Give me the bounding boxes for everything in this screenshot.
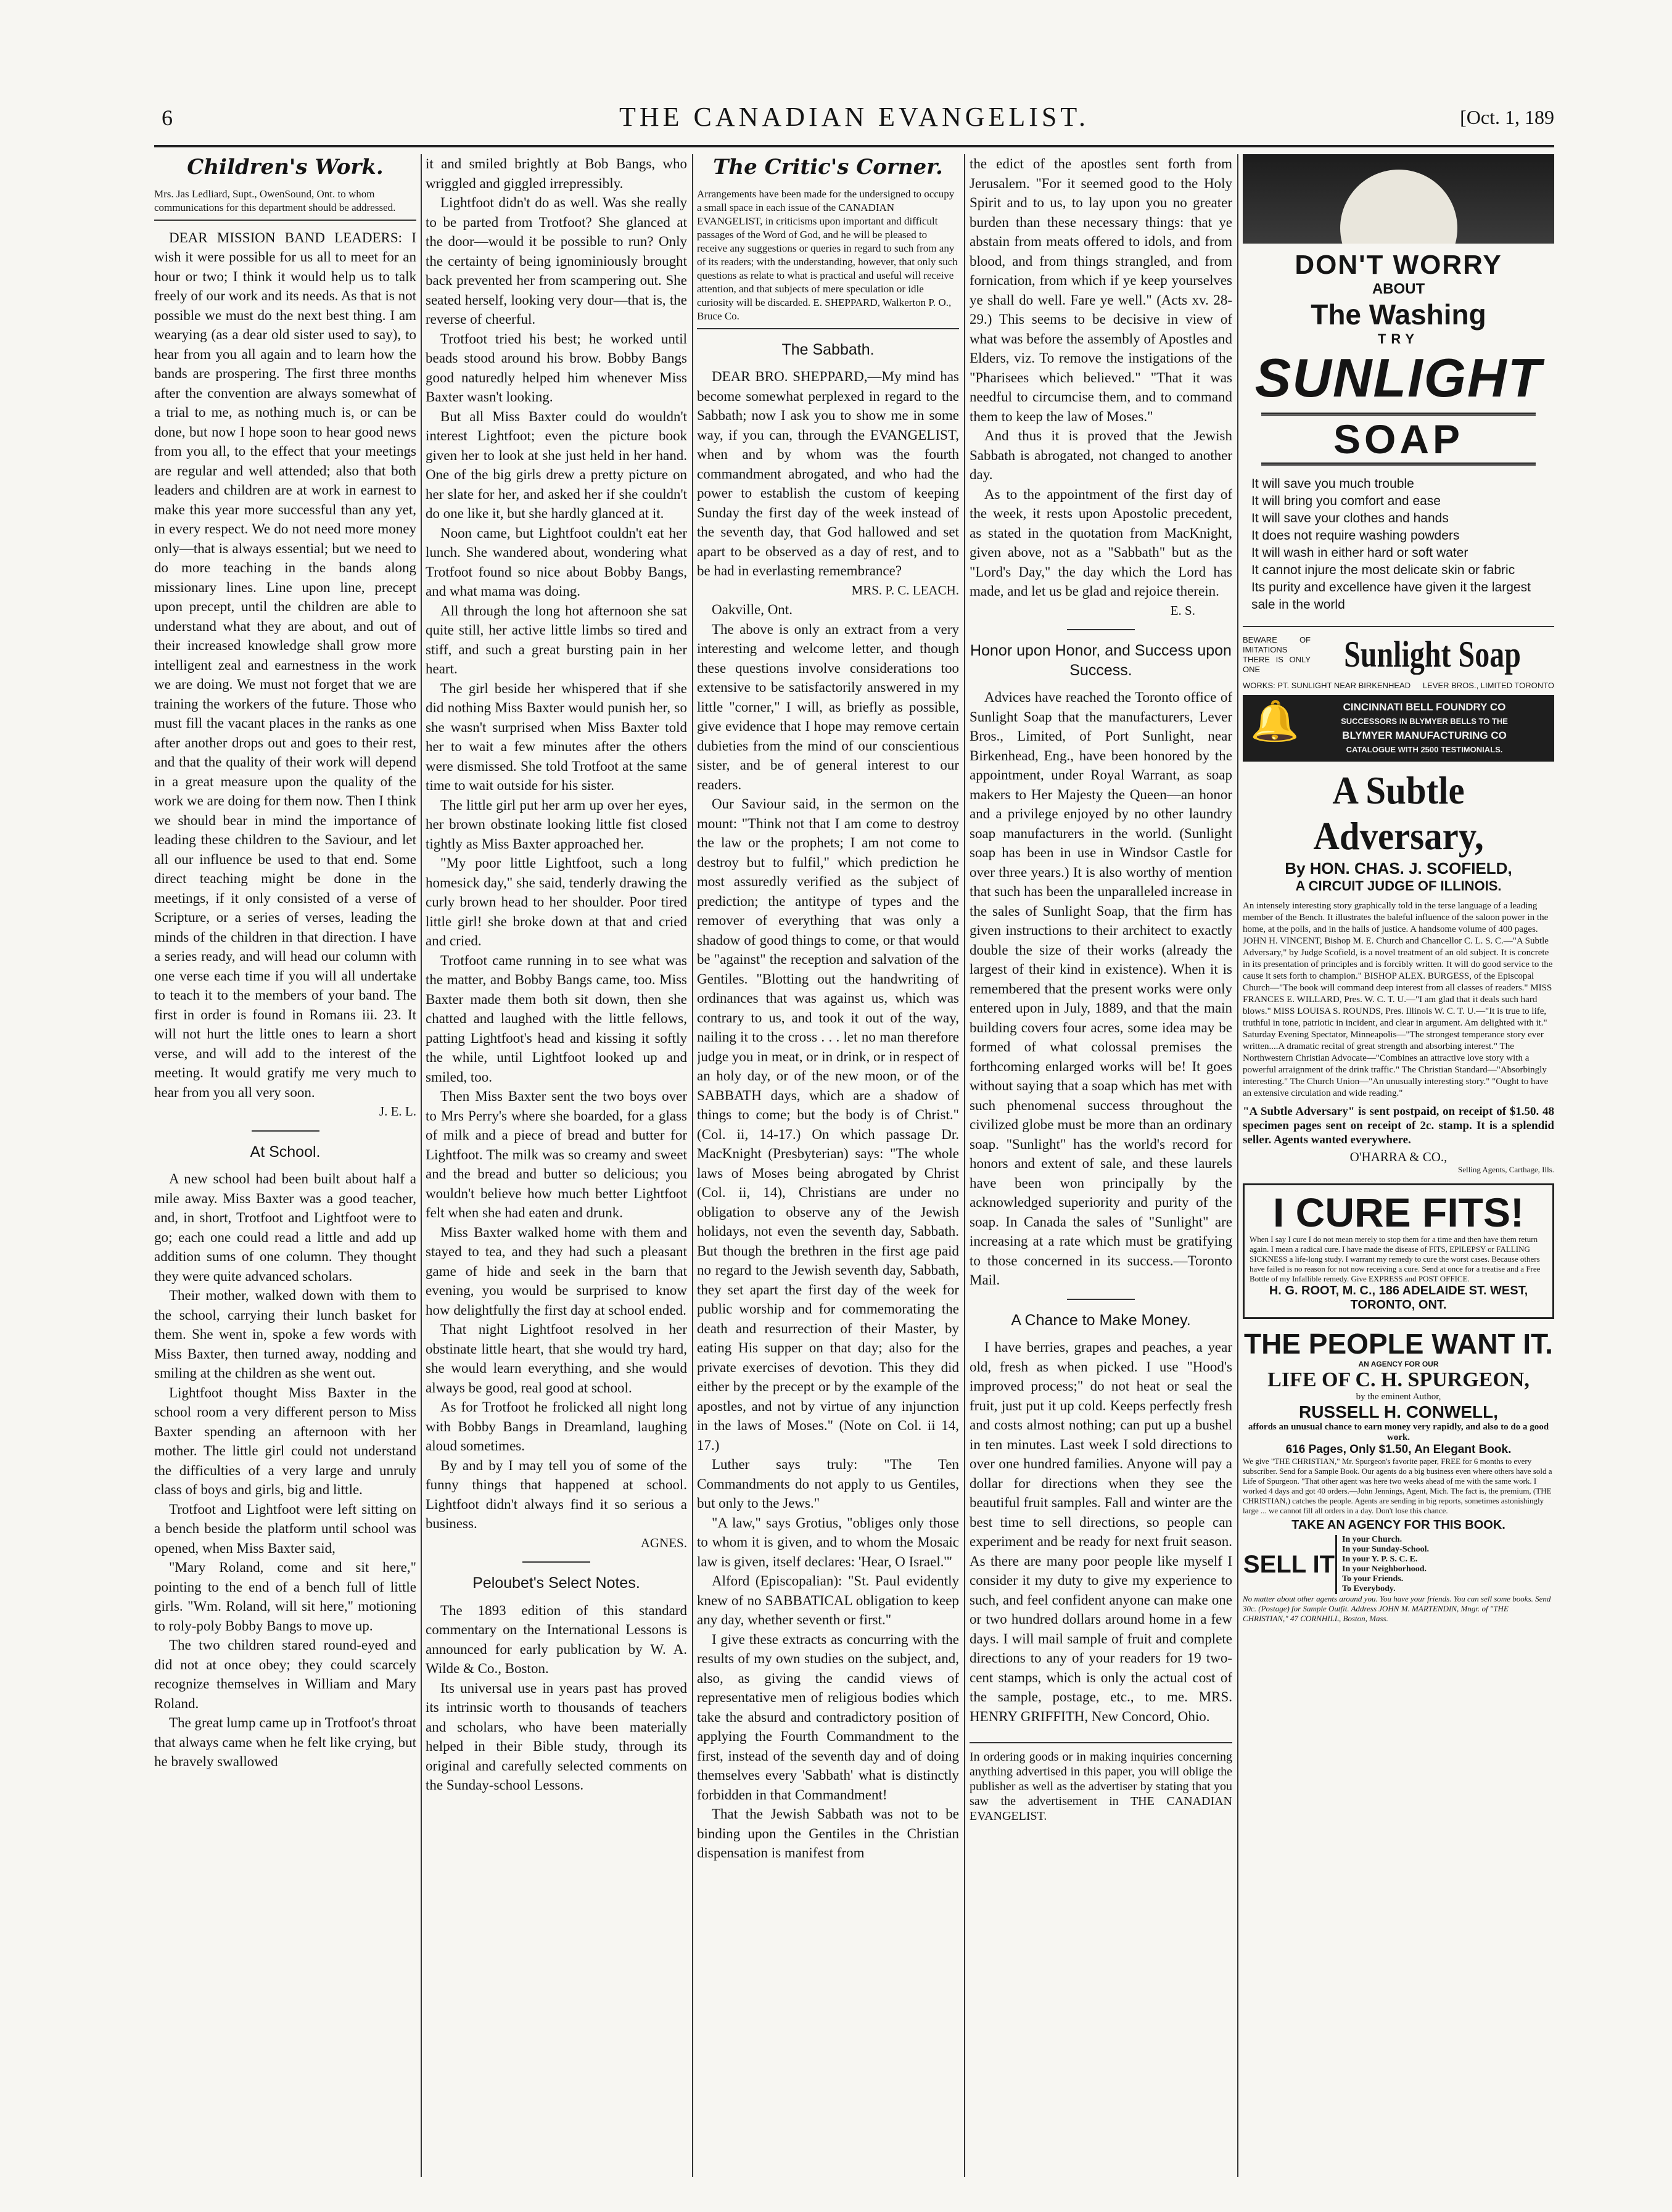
sunlight-brand-2: Sunlight Soap xyxy=(1344,634,1521,675)
spurgeon-body: We give "THE CHRISTIAN," Mr. Spurgeon's favorite paper, FREE for 6 months to every subscriber. Send for a Sample Book. Our agents do a big business even where others have sold a Life of Spurgeon. "That other agent was here two weeks ahead of me with the same work. I worked 4 days and got 40 orders.—John Jennings, Agent, Mich. The fact is, the premium, (THE CHRISTIAN,) catches the people. Agents are sending in big reports, sometimes astonishingly large ... we cannot fill all orders in a day. Don't lose this chance. xyxy=(1243,1457,1552,1515)
sunlight-banner-image xyxy=(1243,154,1554,244)
spurgeon-pitch: affords an unusual chance to earn money very rapidly, and also to do a good work. xyxy=(1248,1422,1549,1442)
soap-title: SOAP xyxy=(1261,413,1536,466)
reply-paragraph: Alford (Episcopalian): "St. Paul evidently knew of no SABBATICAL obligation to keep any day, whether seventh or first." xyxy=(697,1573,959,1627)
column-divider xyxy=(1237,154,1238,2177)
story-paragraph: Miss Baxter walked home with them and stayed to tea, and they had such a pleasant game of hide and seek in the barn that evening, you would be surprised to know how delightfully the first day at school ended. xyxy=(426,1224,687,1318)
page-header xyxy=(154,93,1554,136)
story-paragraph: That night Lightfoot resolved in her obstinate little heart, that she would try hard, she would learn everything, and she would always be good, real good at school. xyxy=(426,1322,687,1396)
sell-place: In your Church. xyxy=(1342,1535,1402,1544)
story-paragraph: it and smiled brightly at Bob Bangs, who wriggled and giggled irrepressibly. xyxy=(426,156,687,191)
sell-place: In your Neighborhood. xyxy=(1342,1564,1427,1574)
department-note: Mrs. Jas Ledliard, Supt., OwenSound, Ont. to whom communications for this department should be addressed. xyxy=(154,187,416,221)
column-divider xyxy=(964,154,965,2177)
story-paragraph: Lightfoot thought Miss Baxter in the school room a very different person to Miss Baxter spending an afternoon with her mother. The little girl could not understand the difficulties of a very large and unruly class of boys and girls, big and little. xyxy=(154,1384,416,1497)
reply-paragraph: As to the appointment of the first day of the week, it rests upon Apostolic precedent, as stated in the quotation from MacKnight, given above, not as a "Sabbath" but as the "Lord's Day," the day which the Lord has made, and let us be glad and rejoice therein. xyxy=(970,486,1232,599)
column-3 xyxy=(697,154,959,2189)
reply-paragraph: the edict of the apostles sent forth from Jerusalem. "For it seemed good to the Holy Spirit and to us, to lay upon you no greater burden than these necessary things: that ye abstain from meats offered to idols, and from blood, and from things strangled, and from fornication, from which if ye keep yourselves ye shall do well. Fare ye well." (Acts xv. 28-29.) This seems to be decisive in view of what was before the assembly of Apostles and Elders, viz. To remove the instigations of the "Pharisees which believed." "That it was needful to circumcise them, and to command them to keep the law of Moses." xyxy=(970,156,1232,424)
bell-line: CINCINNATI BELL FOUNDRY CO xyxy=(1343,701,1506,713)
issue-date: [Oct. 1, 189 xyxy=(1460,106,1554,128)
header-rule xyxy=(154,145,1554,147)
reply-paragraph: And thus it is proved that the Jewish Sabbath is abrogated, not changed to another day. xyxy=(970,428,1232,482)
spurgeon-sub: AN AGENCY FOR OUR xyxy=(1358,1360,1439,1368)
story-paragraph: "My poor little Lightfoot, such a long homesick day," she said, tenderly drawing the curly brown head to her shoulder. Poor tired little girl! she broke down at that and cried and cried. xyxy=(426,855,687,948)
spurgeon-by: by the eminent Author, xyxy=(1356,1392,1441,1402)
story-paragraph: Trotfoot came running in to see what was the matter, and Bobby Bangs came, too. Miss Baxter made them both sit down, then she chatted and laughed with the little fellows, patting Lightfoot's head and kissing it softly the while, until Lightfoot looked up and smiled, too. xyxy=(426,952,687,1085)
sun-icon xyxy=(1340,170,1457,244)
department-title: The Critic's Corner. xyxy=(713,155,943,179)
sell-place: In your Y. P. S. C. E. xyxy=(1342,1555,1418,1564)
story-paragraph: A new school had been built about half a mile away. Miss Baxter was a good teacher, and, in short, Trotfoot and Lightfoot were to go; each one could read a little and add up addition sums of one column. They thought they were quite advanced scholars. xyxy=(154,1171,416,1284)
ad-line: The Washing xyxy=(1311,298,1486,331)
article-title: Honor upon Honor, and Success upon Success. xyxy=(970,642,1232,679)
story-paragraph: Then Miss Baxter sent the two boys over to Mrs Perry's where she boarded, for a glass of milk and a piece of bread and butter for Lightfoot. The milk was so creamy and sweet and the bread and butter so delicious; you wouldn't believe how much better Lightfoot felt when she had eaten and drunk. xyxy=(426,1088,687,1220)
letter-signature: J. E. L. xyxy=(379,1104,416,1119)
fits-body: When I say I cure I do not mean merely to stop them for a time and then have them return again. I mean a radical cure. I have made the disease of FITS, EPILEPSY or FALLING SICKNESS a life-long study. I warrant my remedy to cure the worst cases. Because others have failed is no reason for not now receiving a cure. Send at once for a treatise and a Free Bottle of my Infallible remedy. Give EXPRESS and POST OFFICE. xyxy=(1250,1235,1541,1283)
reply-paragraph: "A law," says Grotius, "obliges only those to whom it is given, and to whom the Mosaic law is given, itself declares: 'Hear, O Israel.'" xyxy=(697,1515,959,1569)
reply-paragraph: The above is only an extract from a very interesting and welcome letter, and though these questions involve considerations too extensive to be satisfactorily answered in my little "corner," I will, as briefly as possible, give evidence that I hope may remove certain dubieties from the mind of our conscientious sister, and be of general interest to our readers. xyxy=(697,621,959,792)
works-text: WORKS: PT. SUNLIGHT NEAR BIRKENHEAD xyxy=(1243,681,1411,690)
benefit-item: It will save your clothes and hands xyxy=(1251,511,1449,525)
letter-paragraph: DEAR MISSION BAND LEADERS: I wish it were possible for us all to meet for an hour or two; I think it would help us to talk freely of our work and its needs. As that is not possible we must do the next best thing. I am wearying (as a dear old sister used to say), to hear from you all again and to learn how the bands are prospering. The first three months after the convention are always somewhat of a trial to me, as nothing much is, or can be done, but now I hope soon to hear good news from you all, to the effect that your meetings are regular and well attended; also that both leaders and children are at work in earnest to make this year more successful than any yet, in every respect. We do not need more money only—that is always essential; but we need to do more teaching in the bands along missionary lines. Line upon line, precept upon precept, until the children are able to understand what they are about, and out of their increased knowledge shall grow more intelligent zeal and earnestness in the work we are doing. We must not forget that we are training the workers of the future. Those who must fill the vacant places in the ranks as one after another drops out and goes to their rest, and that the quality of their work will depend in a great measure upon the quality of the work we are doing for them now. Then I think we should bear in mind the importance of leading these children to the Saviour, and let all our influence be used to that end. Some direct teaching might be done in the meetings, if it only consisted of a verse of Scripture, or a series of verses, leading the minds of the children in that direction. I have a series ready, and will head our column with one verse each time if you will all undertake to teach it to the members of your band. The first in order is found in Romans iii. 23. It will not hurt the little ones to learn a short verse, and will add to the interest of the meeting. It would gratify me very much to hear from you all very soon. xyxy=(154,229,416,1100)
reply-paragraph: That the Jewish Sabbath was not to be binding upon the Gentiles in the Christian dispensation is manifest from xyxy=(697,1806,959,1860)
benefit-item: It will save you much trouble xyxy=(1251,477,1414,491)
story-paragraph: The girl beside her whispered that if she did nothing Miss Baxter would punish her, so she wasn't surprised when Miss Baxter told her to wait a few minutes after the others were dismissed. She told Trotfoot at the same time to wait outside for his sister. xyxy=(426,680,687,793)
page-number: 6 xyxy=(162,105,173,130)
fits-ad xyxy=(1243,1183,1554,1319)
sell-it-block xyxy=(1243,1535,1554,1594)
book-offer: "A Subtle Adversary" is sent postpaid, on receipt of $1.50. 48 specimen pages sent on receipt of 2c. stamp. It is a splendid seller. Agents wanted everywhere. xyxy=(1243,1105,1554,1146)
works-row xyxy=(1243,681,1554,690)
sell-place: To Everybody. xyxy=(1342,1584,1396,1593)
article-title: A Chance to Make Money. xyxy=(1011,1311,1191,1329)
advertiser-footer: In ordering goods or in making inquiries concerning anything advertised in this paper, you will oblige the publisher as well as the advertiser by stating that you saw the advertisement in THE CANADIAN EVANGELIST. xyxy=(970,1742,1232,1823)
money-paragraph: I have berries, grapes and peaches, a year old, fresh as when picked. I use "Hood's improved process;" do not heat or seal the fruit, just put it up cold. Keeps perfectly fresh and costs almost nothing; can put up a bushel in ten minutes. Last week I sold directions to over one hundred families. Anyone will pay a dollar for directions when they see the beautiful fruit samples. Fall and winter are the best time to sell directions, so people can experiment and be ready for next fruit season. As there are many poor people like myself I consider it my duty to give my experience to such, and feel confident anyone can make one or two hundred dollars around home in a few days. I will mail sample of fruit and complete directions to any of your readers for 19 two-cent stamps, which is only the actual cost of the sample, postage, etc., to me. MRS. HENRY GRIFFITH, New Concord, Ohio. xyxy=(970,1339,1232,1724)
spurgeon-closing: No matter about other agents around you. You have your friends. You can sell some books. Send 30c. (Postage) for Sample Outfit. Address JOHN M. MARTENDIN, Mngr. of "THE CHRISTIAN," 47 CORNHILL, Boston, Mass. xyxy=(1243,1594,1551,1623)
story-paragraph: As for Trotfoot he frolicked all night long with Bobby Bangs in Dreamland, laughing aloud sometimes. xyxy=(426,1399,687,1453)
sell-place: In your Sunday-School. xyxy=(1342,1545,1429,1554)
ad-line: ABOUT xyxy=(1372,281,1425,297)
story-paragraph: The two children stared round-eyed and did not at once obey; they could scarcely recognize themselves in William and Mary Roland. xyxy=(154,1637,416,1711)
sell-it-label: SELL IT xyxy=(1243,1550,1335,1578)
column-1 xyxy=(154,154,416,2189)
column-2 xyxy=(426,154,687,2189)
sell-place: To your Friends. xyxy=(1342,1574,1404,1584)
article-title: Peloubet's Select Notes. xyxy=(472,1574,640,1592)
book-publisher: O'HARRA & CO., xyxy=(1349,1149,1448,1164)
spurgeon-book: LIFE OF C. H. SPURGEON, xyxy=(1267,1368,1530,1391)
benefit-item: It does not require washing powders xyxy=(1251,528,1460,543)
story-paragraph: Their mother, walked down with them to the school, carrying their lunch basket for them. She went in, spoke a few words with Miss Baxter, then turned away, nodding and smiling at the children as she went out. xyxy=(154,1288,416,1381)
spurgeon-price: 616 Pages, Only $1.50, An Elegant Book. xyxy=(1285,1443,1512,1456)
letter-place: Oakville, Ont. xyxy=(712,602,793,617)
maker-text: LEVER BROS., LIMITED TORONTO xyxy=(1422,681,1554,690)
column-divider xyxy=(692,154,693,2177)
bell-line: CATALOGUE WITH 2500 TESTIMONIALS. xyxy=(1346,745,1503,754)
story-paragraph: The great lump came up in Trotfoot's throat that always came when he felt like crying, but he bravely swallowed xyxy=(154,1715,416,1769)
story-paragraph: Lightfoot didn't do as well. Was she really to be parted from Trotfoot? She glanced at the door—would it be possible to run? Only the certainty of being ignominiously brought back prevented her from scampering out. She seated herself, looking very dour—that is, the reverse of cheerful. xyxy=(426,195,687,327)
book-publisher-address: Selling Agents, Carthage, Ills. xyxy=(1458,1165,1554,1174)
ad-line: DON'T WORRY xyxy=(1295,250,1502,280)
book-title: A Subtle Adversary, xyxy=(1313,768,1484,858)
beware-row xyxy=(1243,626,1554,676)
story-signature: AGNES. xyxy=(640,1535,687,1550)
reply-paragraph: I give these extracts as concurring with the results of my own studies on the subject, and, also, as giving the candid views of representative men of religious bodies which take the absurd and contradictory position of applying the Fourth Commandment to the first, instead of the seventh day and of doing themselves every 'Sabbath' what is distinctly forbidden in that Commandment! xyxy=(697,1631,959,1803)
book-blurb: An intensely interesting story graphically told in the terse language of a leading member of the Bench. It illustrates the baleful influence of the saloon power in the home, at the polls, and in the halls of justice. A handsome volume of 400 pages. xyxy=(1243,901,1549,934)
column-4 xyxy=(970,154,1232,2189)
benefit-item: It will wash in either hard or soft water xyxy=(1251,546,1468,560)
reply-signature: E. S. xyxy=(1170,602,1195,618)
book-quotes: JOHN H. VINCENT, Bishop M. E. Church and Chancellor C. L. S. C.—"A Subtle Adversary," by Judge Scofield, is a novel treatment of an old subject. It is concrete in its presentation of principles and is forcibly written. It will do good service to the cause it sets forth to champion." BISHOP ALEX. BURGESS, of the Episcopal Church—"The book will command deep interest from all classes of readers." MISS FRANCES E. WILLARD, Pres. W. C. T. U.—"I am glad that it deals such hard blows." MISS LOUISA S. ROUNDS, Pres. Illinois W. C. T. U.—"It is true to life, truthful in tone, patriotic in incident, and clear in argument. Am delighted with it." Saturday Evening Spectator, Minneapolis—"The strongest temperance story ever written....A dramatic recital of great strength and absorbing interest." The Northwestern Christian Advocate—"Combines an attractive love story with a powerful arraignment of the drink traffic." The Christian Standard—"Absorbingly interesting." The Church Union—"An unusually interesting story." "Ought to have an extensive circulation and wide reading." xyxy=(1243,936,1553,1098)
separator xyxy=(1067,1299,1135,1300)
notes-paragraph: The 1893 edition of this standard commentary on the International Lessons is announced for early publication by W. A. Wilde & Co., Boston. xyxy=(426,1602,687,1676)
separator xyxy=(1067,629,1135,630)
spurgeon-title: THE PEOPLE WANT IT. xyxy=(1244,1328,1553,1360)
sell-places xyxy=(1335,1535,1429,1594)
story-paragraph: Trotfoot tried his best; he worked until beads stood around his brow. Bobby Bangs good naturedly helped him whenever Miss Baxter wasn't looking. xyxy=(426,331,687,405)
sunlight-brand: SUNLIGHT xyxy=(1254,347,1542,408)
reply-paragraph: Luther says truly: "The Ten Commandments do not apply to us Gentiles, but only to the Jews." xyxy=(697,1457,959,1511)
article-title: At School. xyxy=(250,1143,321,1161)
reply-paragraph: Our Saviour said, in the sermon on the mount: "Think not that I am come to destroy the law or the prophets; I am not come to destroy but to fulfil," which prediction he most assuredly verified as the subject of prediction; the antitype of types and the remover of everything that was only a shadow of good things to come, or that would be "against" the reception and salvation of the Gentiles. "Blotting out the handwriting of ordinances that was against us, which was contrary to us, and took it out of the way, nailing it to the cross . . . let no man therefore judge you in meat, or in drink, or in respect of an holy day, or of the new moon, or of the SABBATH days, which are a shadow of things to come; but the body is of Christ." (Col. ii, 14-17.) On which passage Dr. MacKnight (Presbyterian) says: "The whole laws of Moses being abrogated by Christ (Col. ii, 14), Christians are under no obligation to observe any of the Jewish holidays, not even the seventh day, Sabbath. But though the brethren in the first age paid no regard to the Jewish seventh day, Sabbath, they set apart the first day of the week for public worship and for commemorating the death and resurrection of their Master, by eating His supper on that day; also for the private exercises of devotion. This they did either by the precept or by the example of the apostles, and not by virtue of any injunction in the laws of Moses." (Note on Col. ii 14, 17.) xyxy=(697,796,959,1453)
story-paragraph: But all Miss Baxter could do wouldn't interest Lightfoot; even the picture book given her to look at she just held in her hand. One of the big girls drew a pretty picture on her slate for her, and asked her if she couldn't do one like it, but she hardly glanced at it. xyxy=(426,408,687,521)
masthead-title: THE CANADIAN EVANGELIST. xyxy=(619,102,1089,132)
benefit-item: Its purity and excellence have given it the largest sale in the world xyxy=(1251,580,1531,612)
column-divider xyxy=(421,154,422,2177)
benefit-item: It cannot injure the most delicate skin or fabric xyxy=(1251,563,1515,577)
bell-foundry-ad xyxy=(1243,695,1554,762)
story-paragraph: The little girl put her arm up over her eyes, her brown obstinate looking little fist closed tightly as Miss Baxter approached her. xyxy=(426,797,687,852)
benefit-item: It will bring you comfort and ease xyxy=(1251,494,1441,508)
department-note: Arrangements have been made for the undersigned to occupy a small space in each issue of the CANADIAN EVANGELIST, in criticisms upon important and difficult passages of the Word of God, and he will be pleased to receive any suggestions or queries in regard to such from any of its readers; with the understanding, however, that only such questions as relate to what is practical and useful will receive attention, and that subjects of mere speculation or idle curiosity will be discarded. E. SHEPPARD, Walkerton P. O., Bruce Co. xyxy=(697,187,959,329)
ad-line: TRY xyxy=(1377,331,1420,347)
advertisement-column xyxy=(1243,154,1554,2189)
article-title: The Sabbath. xyxy=(781,340,875,358)
separator xyxy=(252,1130,319,1132)
spurgeon-author: RUSSELL H. CONWELL, xyxy=(1298,1402,1499,1421)
book-author-role: A CIRCUIT JUDGE OF ILLINOIS. xyxy=(1295,878,1502,894)
bell-line: SUCCESSORS IN BLYMYER BELLS TO THE xyxy=(1341,717,1508,726)
letter-paragraph: DEAR BRO. SHEPPARD,—My mind has become somewhat perplexed in regard to the Sabbath; now I ask you to show me in some way, if you can, through the EVANGELIST, when and by whom was the fourth commandment abrogated, and who had the power to establish the custom of keeping Sunday the first day of the week instead of the seventh day, that God hallowed and set apart to be observed as a day of rest, and to be had in everlasting remembrance? xyxy=(697,369,959,578)
bell-line: BLYMYER MANUFACTURING CO xyxy=(1342,730,1507,741)
honor-paragraph: Advices have reached the Toronto office of Sunlight Soap that the manufacturers, Lever Bros., Limited, of Port Sunlight, near Birkenhead, Eng., have been honored by the appointment, under Royal Warrant, as soap makers to Her Majesty the Queen—an honor and a privilege enjoyed by no other laundry soap manufacturers in the world. (Sunlight soap has been in use in Windsor Castle for over three years.) It is also worthy of mention that such has been the unparalleled increase in the sales of Sunlight Soap, that the firm has given instructions to their architect to exactly double the size of their works (already the largest of their kind in existence). When it is remembered that the present works were only entered upon in July, 1889, and that the main building covers four acres, some idea may be formed of what colossal premises the forthcoming enlarged works will be! It goes without saying that a soap which has met with such phenomenal success throughout the civilized globe must be more than an ordinary soap. "Sunlight" has the world's record for honors and extent of sale, and these laurels have been won principally by the acknowledged superiority and purity of the soap. In Canada the sales of "Sunlight" are increasing at a rate which must be gratifying to those concerned in its success.—Toronto Mail. xyxy=(970,689,1232,1288)
book-author: By HON. CHAS. J. SCOFIELD, xyxy=(1285,859,1512,878)
story-paragraph: By and by I may tell you of some of the funny things that happened at school. Lightfoot didn't always find it so serious a business. xyxy=(426,1457,687,1531)
bell-icon: 🔔 xyxy=(1250,699,1299,743)
separator xyxy=(522,1561,590,1563)
letter-signature: MRS. P. C. LEACH. xyxy=(851,582,959,598)
fits-title: I CURE FITS! xyxy=(1273,1190,1524,1235)
notes-paragraph: Its universal use in years past has proved its intrinsic worth to thousands of teachers and scholars, who have been materially helped in their Bible study, through its original and carefully selected comments on the Sunday-school Lessons. xyxy=(426,1680,687,1793)
fits-address: H. G. ROOT, M. C., 186 ADELAIDE ST. WEST, TORONTO, ONT. xyxy=(1269,1284,1528,1312)
story-paragraph: Noon came, but Lightfoot couldn't eat her lunch. She wandered about, wondering what Trotfoot found so nice about Bobby Bangs, and what mama was doing. xyxy=(426,525,687,599)
story-paragraph: Trotfoot and Lightfoot were left sitting on a bench beside the platform until school was opened, when Miss Baxter said, xyxy=(154,1501,416,1556)
story-paragraph: "Mary Roland, come and sit here," pointing to the end of a bench full of little girls. "Wm. Roland, will sit here," motioning to roly-poly Bobby Bangs to move up. xyxy=(154,1560,416,1634)
beware-text: BEWARE OF IMITATIONS THERE IS ONLY ONE xyxy=(1243,635,1311,674)
story-paragraph: All through the long hot afternoon she sat quite still, her active little limbs so tired and stiff, and such a great bursting pain in her heart. xyxy=(426,602,687,676)
department-title: Children's Work. xyxy=(187,155,384,179)
spurgeon-agency: TAKE AN AGENCY FOR THIS BOOK. xyxy=(1291,1518,1505,1532)
